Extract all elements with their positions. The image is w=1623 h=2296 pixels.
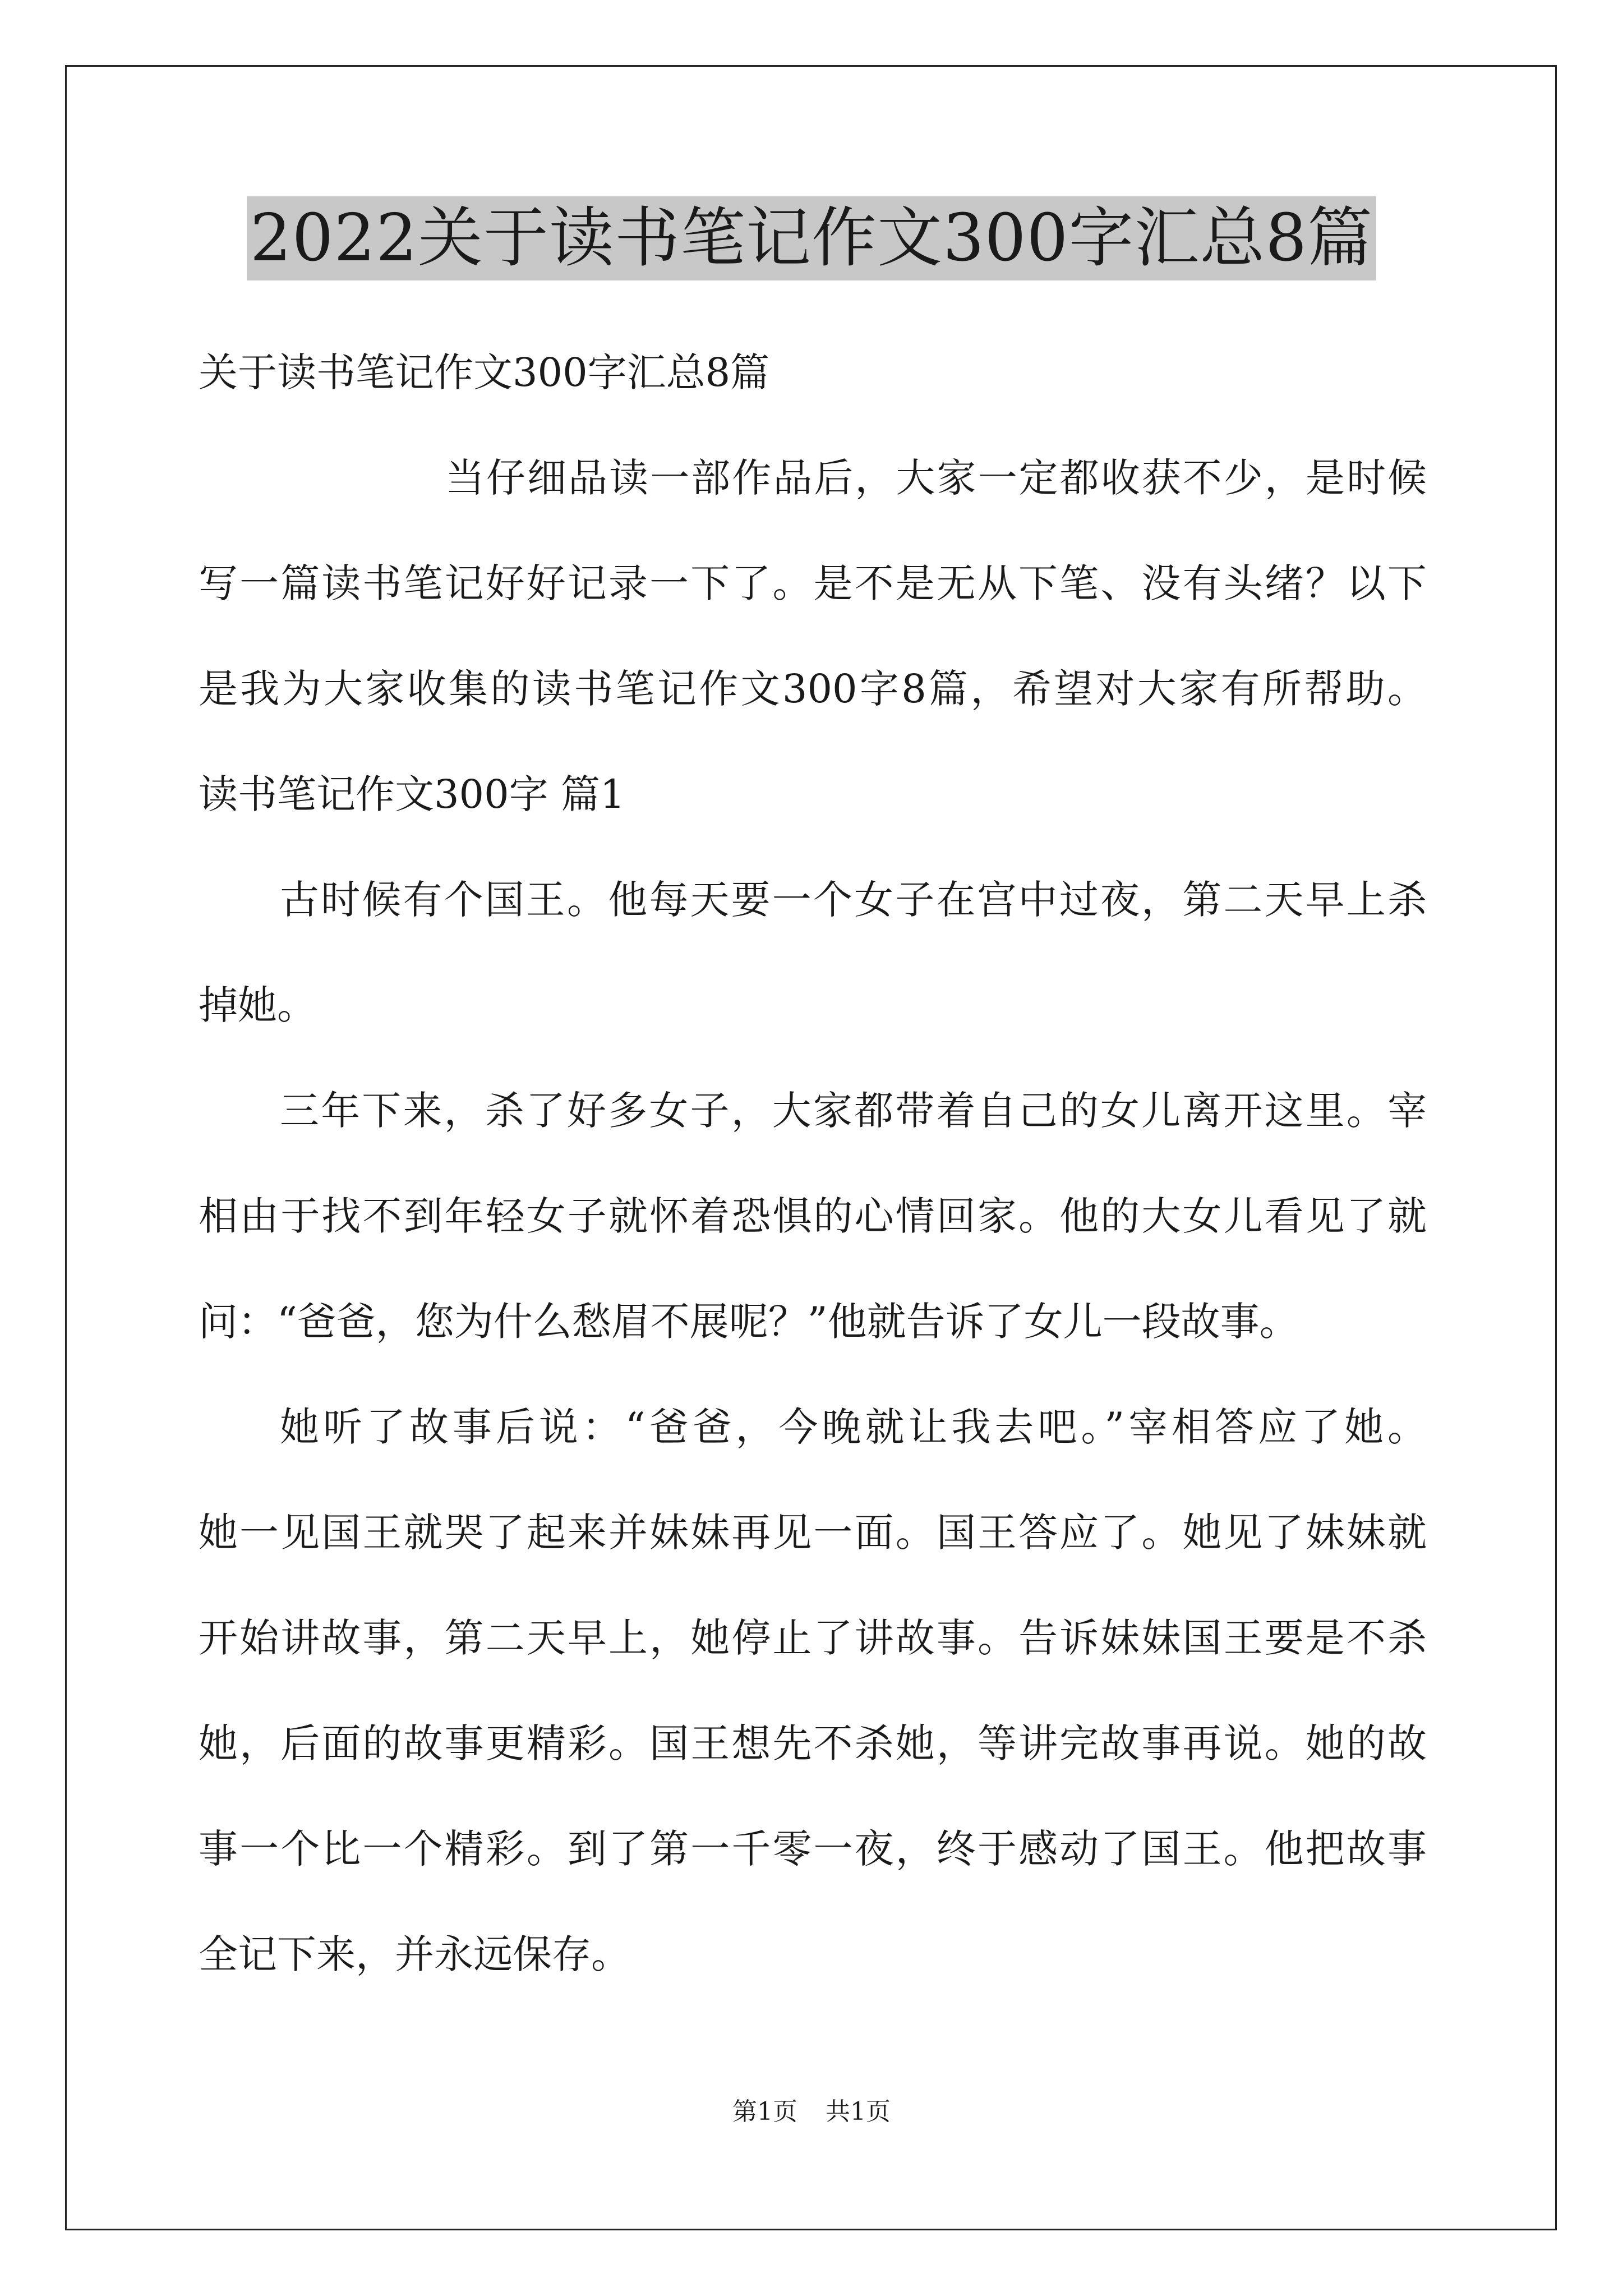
paragraph-3-line-6: 全记下来，并永远保存。 [199,1931,630,1977]
paragraph-3-line-2: 她一见国王就哭了起来并妹妹再见一面。国王答应了。她见了妹妹就 [199,1510,1427,1556]
paragraph-1-line-1: 古时候有个国王。他每天要一个女子在宫中过夜，第二天早上杀 [280,877,1427,923]
paragraph-3-line-5: 事一个比一个精彩。到了第一千零一夜，终于感动了国王。他把故事 [199,1826,1427,1872]
document-title: 2022关于读书笔记作文300字汇总8篇 [247,196,1376,280]
page-number: 第1页 [732,2097,797,2126]
intro-line-2: 写一篇读书笔记好好记录一下了。是不是无从下笔、没有头绪？以下 [199,560,1427,606]
subtitle-line: 关于读书笔记作文300字汇总8篇 [199,349,770,395]
page-footer [0,2095,1623,2129]
intro-line-3: 是我为大家收集的读书笔记作文300字8篇，希望对大家有所帮助。 [199,666,1427,712]
paragraph-1-line-2: 掉她。 [199,982,316,1028]
document-body [199,320,1427,2007]
paragraph-3-line-3: 开始讲故事，第二天早上，她停止了讲故事。告诉妹妹国王要是不杀 [199,1615,1427,1661]
paragraph-2-line-2: 相由于找不到年轻女子就怀着恐惧的心情回家。他的大女儿看见了就 [199,1193,1427,1239]
intro-line-1: 当仔细品读一部作品后，大家一定都收获不少，是时候 [445,455,1427,501]
section-heading: 读书笔记作文300字 篇1 [199,771,625,817]
page-total: 共1页 [826,2097,891,2126]
paragraph-2-line-3: 问：“爸爸，您为什么愁眉不展呢？”他就告诉了女儿一段故事。 [199,1299,1299,1345]
paragraph-3-line-1: 她听了故事后说：“爸爸，今晚就让我去吧。”宰相答应了她。 [280,1404,1427,1450]
paragraph-2-line-1: 三年下来，杀了好多女子，大家都带着自己的女儿离开这里。宰 [280,1088,1427,1134]
paragraph-3-line-4: 她，后面的故事更精彩。国王想先不杀她，等讲完故事再说。她的故 [199,1720,1427,1766]
title-area [0,196,1623,280]
